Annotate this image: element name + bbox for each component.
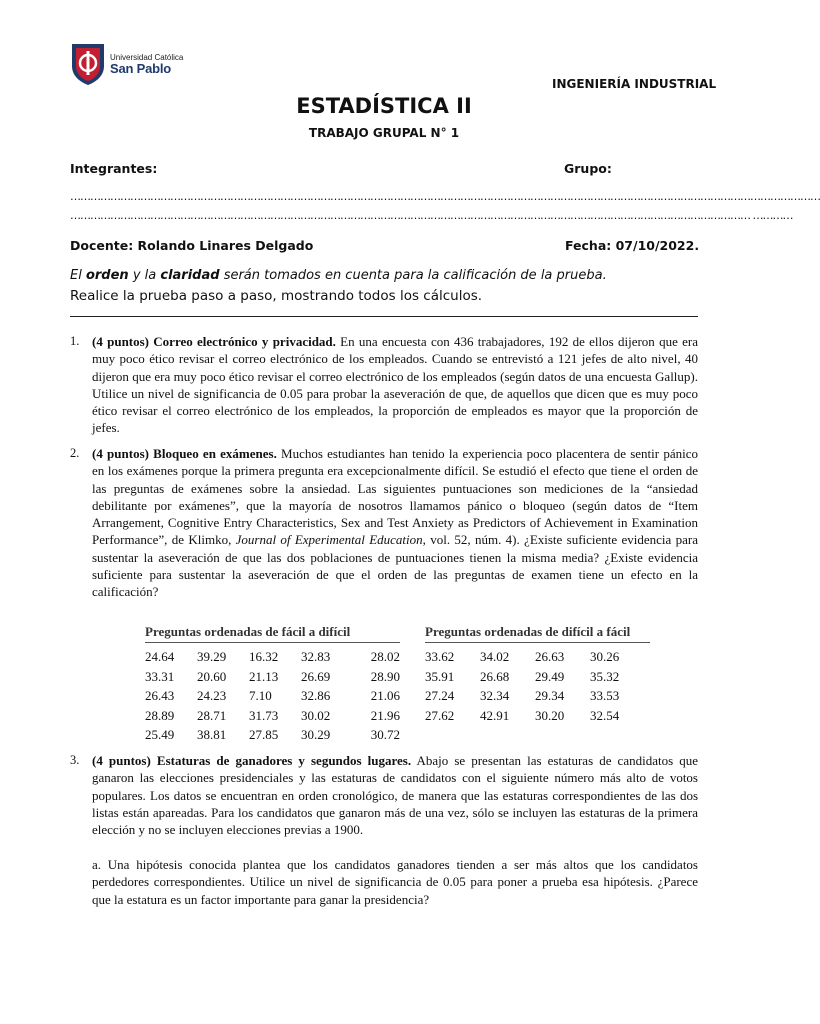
fecha-label: Fecha: 07/10/2022. [565,238,700,253]
table-cell: 34.02 [480,649,510,664]
shield-icon [70,42,106,86]
q3-part-a: a. Una hipótesis conocida plantea que los candidatos ganadores tienden a ser más altos que los candidatos perdedores correspondientes. Utilice un nivel de significancia de 0.05 para poner a prueba esa hipótesis. ¿Parece que la estatura es un factor importante para ganar la presidencia? [92,857,698,907]
table-cell: 30.02 [301,707,331,723]
table-cell: 31.73 [249,707,279,723]
table-hard-to-easy [425,624,650,725]
table-hard-title: Preguntas ordenadas de difícil a fácil [425,624,650,643]
table-cell: 27.62 [425,707,455,723]
q3-number: 3. [70,753,80,767]
instruction-line-1: El orden y la claridad serán tomados en cuenta para la calificación de la prueba. [70,268,607,283]
q2-number: 2. [70,446,80,460]
members-line-1: ……………………………………………………………………………………………………………………………………………………………………………………………………… [70,190,820,203]
table-cell: 33.53 [590,688,620,703]
table-cell: 32.34 [480,688,510,703]
faculty-label: INGENIERÍA INDUSTRIAL [552,77,717,91]
q1-number: 1. [70,334,80,348]
members-line-2: …………………………………………………………………………………………………………………………………………………………………………………… ………… [70,209,793,222]
table-cell: 26.68 [480,668,510,684]
table-cell: 33.31 [145,668,175,684]
logo-name-line: San Pablo [110,61,172,76]
table-cell: 28.71 [197,707,227,723]
table-cell: 25.49 [145,727,175,742]
logo-university-line: Universidad Católica [110,53,184,62]
table-cell: 21.13 [249,668,279,684]
table-cell: 21.96 [370,707,400,723]
table-hard-values [425,647,650,725]
table-cell: 35.32 [590,668,620,684]
table-cell: 16.32 [249,649,279,664]
table-cell: 26.63 [535,649,565,664]
table-cell: 29.49 [535,668,565,684]
table-cell: 30.72 [370,727,400,742]
table-cell: 28.90 [370,668,400,684]
table-cell: 24.23 [197,688,227,703]
table-cell: 26.43 [145,688,175,703]
table-easy-values [145,647,400,745]
table-easy-to-hard [145,624,400,745]
table-cell: 20.60 [197,668,227,684]
table-cell: 33.62 [425,649,455,664]
table-cell: 30.20 [535,707,565,723]
table-cell: 35.91 [425,668,455,684]
table-cell: 32.86 [301,688,331,703]
table-cell: 24.64 [145,649,175,664]
q1-text: (4 puntos) Correo electrónico y privacidad. En una encuesta con 436 trabajadores, 192 de ellos dijeron que era muy poco ético revisar el correo electrónico de los empleados. Cuando se entrevistó a 121 jefes de alto nivel, 40 dijeron que era muy poco ético revisar el correo electrónico de los empleados (según datos de una encuesta Gallup). Utilice un nivel de significancia de 0.05 para probar la aseveración de que, de aquellos que dicen que es muy poco ético revisar el correo electrónico de los empleados, la proporción de empleados es mayor que la proporción de jefes. [92,334,698,436]
table-cell: 38.81 [197,727,227,742]
divider [70,316,698,317]
table-cell: 28.89 [145,707,175,723]
page-subtitle: TRABAJO GRUPAL N° 1 [308,126,460,140]
table-cell: 21.06 [370,688,400,703]
page-title: ESTADÍSTICA II [296,94,472,118]
table-cell: 27.85 [249,727,279,742]
q2-text: (4 puntos) Bloqueo en exámenes. Muchos estudiantes han tenido la experiencia poco placentera de sentir pánico en los exámenes porque la primera pregunta era excepcionalmente difícil. Se estudió el efecto que tiene el orden de las preguntas de exámenes sobre la ansiedad. Las siguientes puntuaciones son mediciones de la “ansiedad debilitante por exámenes”, que la mayoría de nosotros llamamos pánico o bloqueo (según datos de “Item Arrangement, Cognitive Entry Characteristics, Sex and Test Anxiety as Predictors of Achievement in Examination Performance”, de Klimko, Journal of Experimental Education, vol. 52, núm. 4). ¿Existe suficiente evidencia para sustentar la aseveración de que las dos poblaciones de puntuaciones tienen la misma media? ¿Existe evidencia suficiente para sustentar la aseveración de que el orden de las preguntas de examen tiene un efecto en la calificación? [92,446,698,600]
table-cell: 32.54 [590,707,620,723]
docente-label: Docente: Rolando Linares Delgado [70,238,314,253]
instruction-line-2: Realice la prueba paso a paso, mostrando todos los cálculos. [70,288,483,304]
table-cell: 42.91 [480,707,510,723]
table-cell: 28.02 [370,649,400,664]
table-cell: 32.83 [301,649,331,664]
table-easy-title: Preguntas ordenadas de fácil a difícil [145,624,400,643]
integrantes-label: Integrantes: [70,161,158,176]
table-cell: 30.29 [301,727,331,742]
table-cell: 29.34 [535,688,565,703]
table-cell: 27.24 [425,688,455,703]
table-cell: 39.29 [197,649,227,664]
q3-text: (4 puntos) Estaturas de ganadores y segundos lugares. Abajo se presentan las estaturas de candidatos que ganaron las elecciones presidenciales y las estaturas de candidatos con el siguiente número más alto de votos populares. Los datos se encuentran en orden cronológico, de manera que las estaturas correspondientes de las dos listas están apareadas. Para los candidatos que ganaron más de una vez, sólo se incluyen las estaturas de la primera elección y no se incluyen elecciones previas a 1900. [92,753,698,838]
table-cell: 7.10 [249,688,272,703]
table-cell: 26.69 [301,668,331,684]
table-cell: 30.26 [590,649,620,664]
grupo-label: Grupo: [564,161,612,176]
